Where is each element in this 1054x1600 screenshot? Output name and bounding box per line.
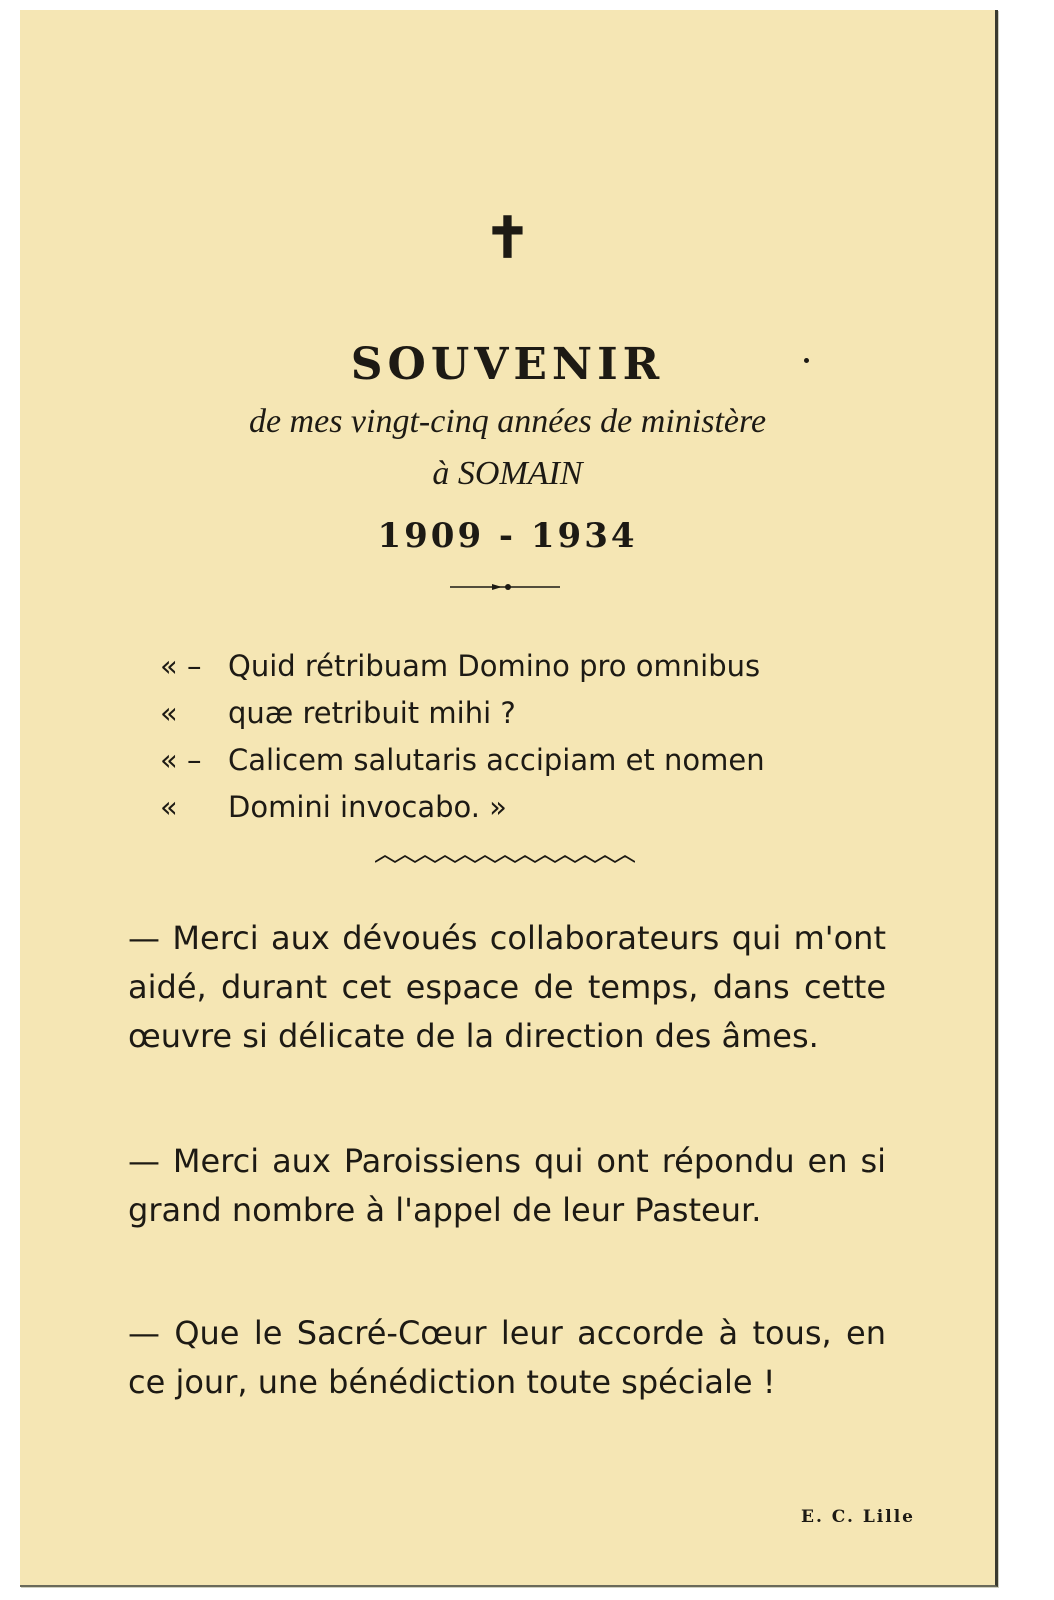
printer-imprint: E. C. Lille bbox=[800, 1507, 915, 1527]
quote-mark: « bbox=[160, 696, 178, 730]
arrow-divider-icon bbox=[450, 582, 560, 592]
quote-text: Quid rétribuam Domino pro omnibus bbox=[228, 649, 761, 683]
quote-mark: « – bbox=[160, 743, 202, 777]
thanks-collaborators: — Merci aux dévoués collaborateurs qui m'ont aidé, durant cet espace de temps, dans cette œuvre si délicate de la direction des âmes. bbox=[128, 919, 886, 1055]
wave-divider-icon bbox=[375, 852, 635, 868]
years-range: 1909 - 1934 bbox=[377, 516, 638, 556]
ink-dot bbox=[804, 358, 809, 363]
quote-text: Calicem salutaris accipiam et nomen bbox=[228, 743, 765, 777]
quote-line bbox=[160, 742, 880, 778]
quote-line bbox=[160, 789, 880, 825]
quote-mark: « bbox=[160, 790, 178, 824]
quote-line bbox=[160, 695, 880, 731]
quote-text: quæ retribuit mihi ? bbox=[228, 696, 516, 730]
blessing-paragraph: — Que le Sacré-Cœur leur accorde à tous, en ce jour, une bénédiction toute spéciale ! bbox=[128, 1314, 886, 1401]
quote-mark: « – bbox=[160, 649, 202, 683]
subtitle-line-2: à SOMAIN bbox=[432, 455, 583, 492]
quote-line bbox=[160, 648, 880, 684]
subtitle-line-1: de mes vingt-cinq années de ministère bbox=[248, 403, 767, 440]
card-title: SOUVENIR bbox=[350, 339, 665, 390]
quote-text: Domini invocabo. » bbox=[228, 790, 507, 824]
cross-icon: ✝ bbox=[484, 205, 531, 271]
memorial-card bbox=[20, 10, 998, 1587]
thanks-parishioners: — Merci aux Paroissiens qui ont répondu en si grand nombre à l'appel de leur Pasteur. bbox=[128, 1142, 886, 1229]
